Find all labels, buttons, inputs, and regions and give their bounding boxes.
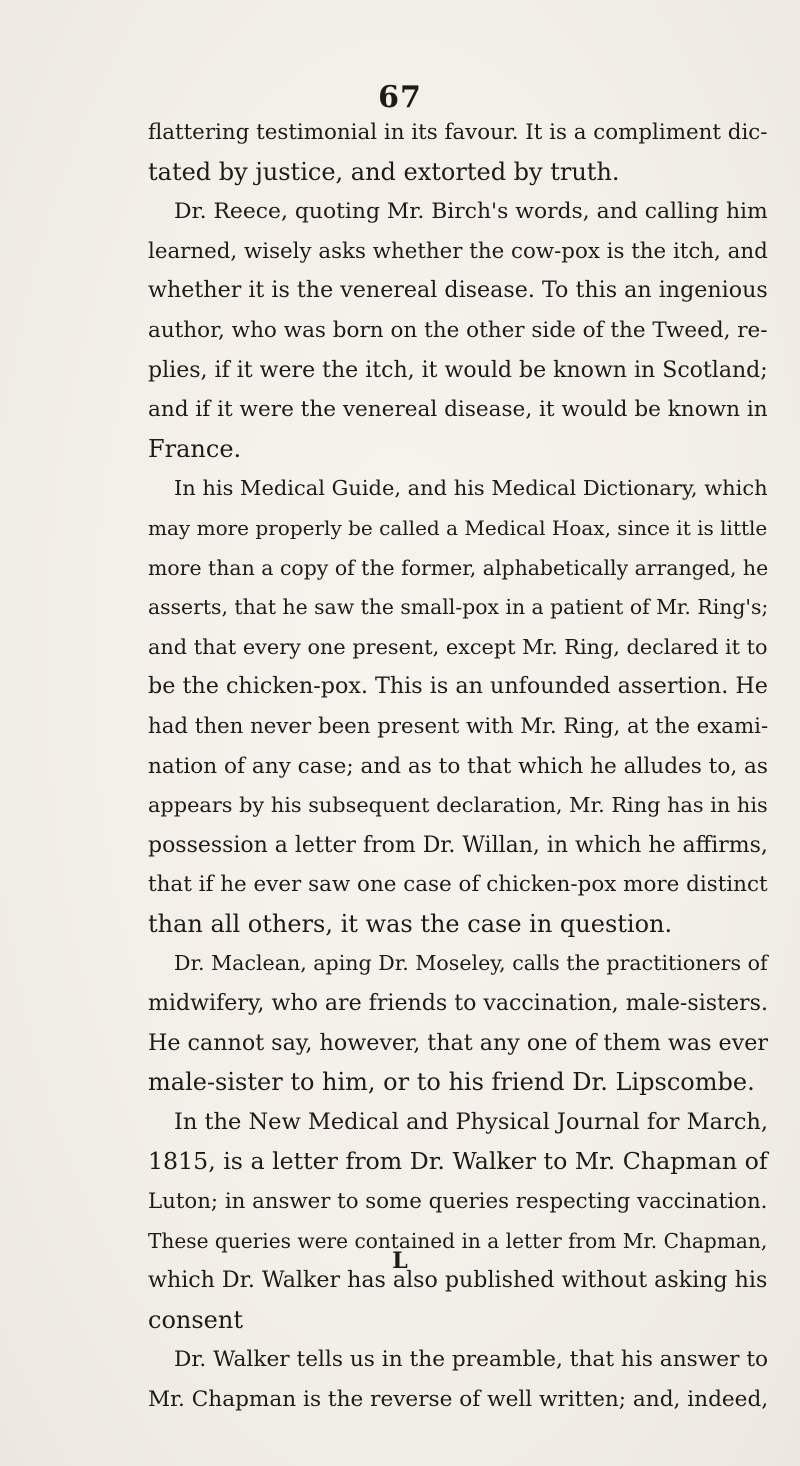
text-line: Dr. Walker tells us in the preamble, that his answer to xyxy=(174,1347,769,1373)
text-line: possession a letter from Dr. Willan, in which he affirms, xyxy=(148,832,768,858)
text-line: These queries were contained in a letter from Mr. Chapman, xyxy=(148,1228,768,1253)
text-line: that if he ever saw one case of chicken-pox more distinct xyxy=(148,872,768,898)
text-line: and if it were the venereal disease, it would be known in xyxy=(148,397,768,423)
text-line: 1815, is a letter from Dr. Walker to Mr. Chapman of xyxy=(148,1147,768,1176)
text-line: He cannot say, however, that any one of them was ever xyxy=(148,1029,768,1056)
text-line: male-sister to him, or to his friend Dr. Lipscombe. xyxy=(148,1068,755,1097)
signature-mark: L xyxy=(392,1248,408,1274)
text-line: flattering testimonial in its favour. It is a compliment dic- xyxy=(148,120,768,145)
text-line: Luton; in answer to some queries respecting vaccination. xyxy=(148,1189,768,1215)
body-text xyxy=(148,113,768,1420)
text-line: than all others, it was the case in question. xyxy=(148,909,673,938)
text-line: author, who was born on the other side of the Tweed, re- xyxy=(148,317,768,343)
text-line: midwifery, who are friends to vaccination, male-sisters. xyxy=(148,991,768,1017)
text-line: In the New Medical and Physical Journal for March, xyxy=(174,1108,769,1135)
text-line: appears by his subsequent declaration, Mr. Ring has in his xyxy=(148,793,768,818)
text-line: learned, wisely asks whether the cow-pox is the itch, and xyxy=(148,238,768,264)
text-line: whether it is the venereal disease. To this an ingenious xyxy=(148,277,768,304)
text-line: had then never been present with Mr. Ring, at the exami- xyxy=(148,713,769,739)
text-line: nation of any case; and as to that which he alludes to, as xyxy=(148,753,768,779)
text-line: which Dr. Walker has also published without asking his xyxy=(148,1267,768,1294)
text-line: Dr. Maclean, aping Dr. Moseley, calls the practitioners of xyxy=(174,951,768,976)
text-line: Mr. Chapman is the reverse of well written; and, indeed, xyxy=(148,1387,769,1412)
text-line: plies, if it were the itch, it would be known in Scotland; xyxy=(148,357,768,383)
text-line: France. xyxy=(148,434,242,463)
text-line: asserts, that he saw the small-pox in a patient of Mr. Ring's; xyxy=(148,595,769,620)
text-line: more than a copy of the former, alphabetically arranged, he xyxy=(148,555,769,580)
text-line: tated by justice, and extorted by truth. xyxy=(148,157,620,186)
text-line: In his Medical Guide, and his Medical Dictionary, which xyxy=(174,476,768,501)
page-number: 67 xyxy=(378,80,422,115)
text-line: Dr. Reece, quoting Mr. Birch's words, and calling him xyxy=(174,199,768,225)
text-line: may more properly be called a Medical Hoax, since it is little xyxy=(148,515,768,540)
text-line: consent xyxy=(148,1305,243,1334)
text-line: and that every one present, except Mr. Ring, declared it to xyxy=(148,634,768,659)
text-line: be the chicken-pox. This is an unfounded assertion. He xyxy=(148,673,768,700)
